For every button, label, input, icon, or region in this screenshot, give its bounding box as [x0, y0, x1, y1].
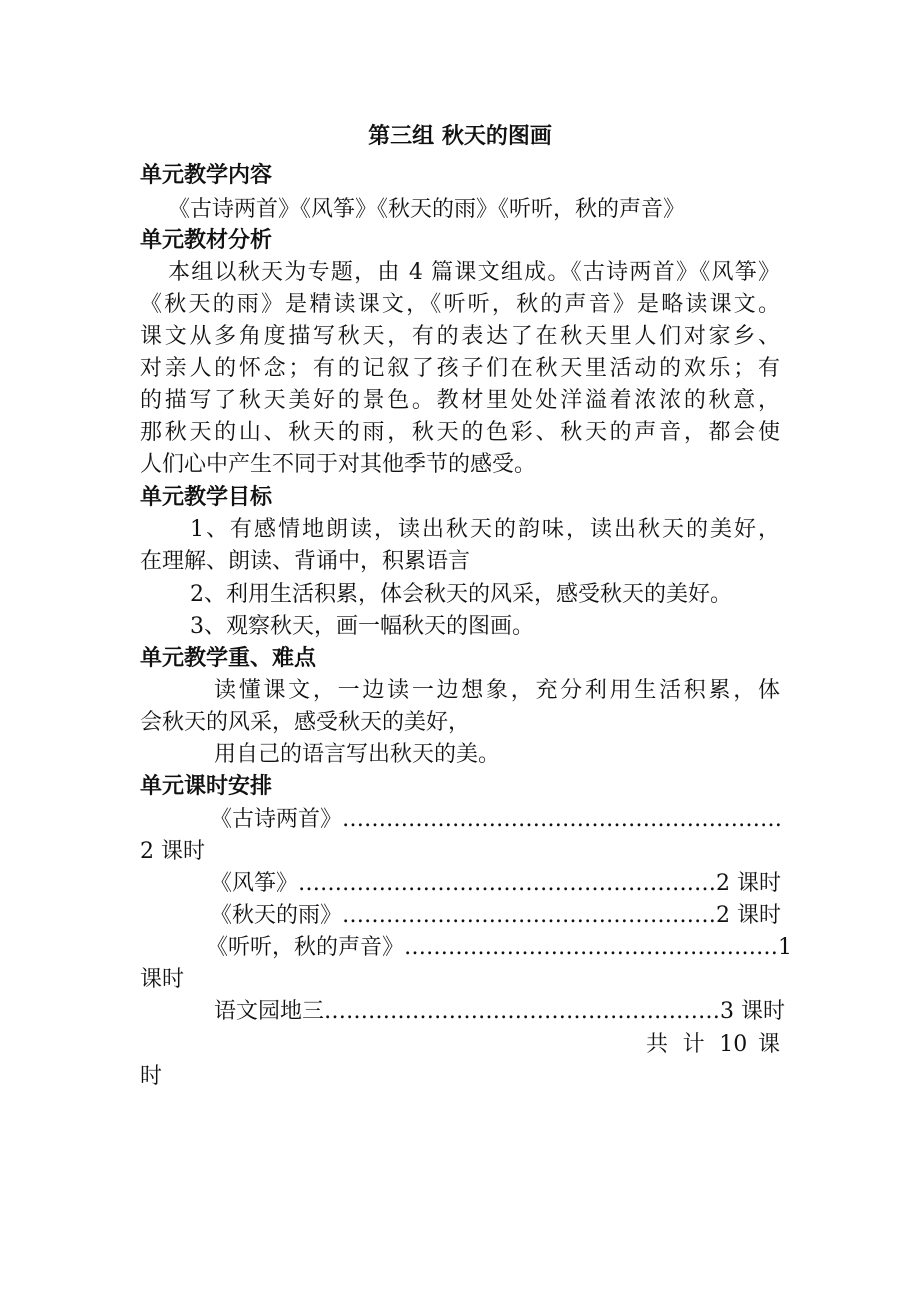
goal-line: 在理解、朗读、背诵中，积累语言	[140, 549, 471, 574]
heading-material-analysis: 单元教材分析	[140, 228, 273, 253]
analysis-line: 课文从多角度描写秋天，有的表达了在秋天里人们对家乡、	[140, 324, 780, 349]
heading-teaching-goals: 单元教学目标	[140, 485, 273, 510]
key-point-line: 读懂课文，一边读一边想象，充分利用生活积累，体	[214, 678, 780, 703]
schedule-total: 共 计 10 课	[646, 1032, 780, 1057]
analysis-line: 《秋天的雨》是精读课文，《听听，秋的声音》是略读课文。	[140, 292, 780, 317]
goal-line: 3、观察秋天，画一幅秋天的图画。	[190, 614, 534, 639]
analysis-line: 本组以秋天为专题，由 4 篇课文组成。《古诗两首》《风筝》	[168, 260, 780, 285]
heading-key-points: 单元教学重、难点	[140, 646, 317, 671]
schedule-line: 《秋天的雨》……………………………………………2 课时	[210, 903, 781, 928]
analysis-line: 的描写了秋天美好的景色。教材里处处洋溢着浓浓的秋意，	[140, 388, 780, 413]
schedule-line: 《听听，秋的声音》……………………………………………1	[206, 935, 792, 960]
page-title: 第三组 秋天的图画	[368, 124, 552, 149]
goal-line: 2、利用生活积累，体会秋天的风采，感受秋天的美好。	[190, 582, 732, 607]
analysis-line: 对亲人的怀念；有的记叙了孩子们在秋天里活动的欢乐；有	[140, 356, 780, 381]
schedule-line: 2 课时	[140, 839, 205, 864]
key-point-line: 用自己的语言写出秋天的美。	[214, 742, 501, 767]
analysis-line: 那秋天的山、秋天的雨，秋天的色彩、秋天的声音，都会使	[140, 420, 780, 445]
schedule-line: 《古诗两首》……………………………………………………	[210, 807, 783, 832]
analysis-line: 人们心中产生不同于对其他季节的感受。	[140, 452, 537, 477]
schedule-line: 课时	[140, 967, 185, 992]
heading-schedule: 单元课时安排	[140, 774, 273, 799]
goal-line: 1、有感情地朗读，读出秋天的韵味，读出秋天的美好，	[190, 517, 780, 542]
schedule-line: 《风筝》…………………………………………………2 课时	[210, 871, 781, 896]
schedule-line: 语文园地三………………………………………………3 课时	[214, 999, 785, 1024]
teaching-content-text: 《古诗两首》《风筝》《秋天的雨》《听听，秋的声音》	[168, 197, 686, 222]
heading-teaching-content: 单元教学内容	[140, 163, 273, 188]
schedule-total-end: 时	[140, 1064, 163, 1089]
key-point-line: 会秋天的风采，感受秋天的美好，	[140, 710, 471, 735]
